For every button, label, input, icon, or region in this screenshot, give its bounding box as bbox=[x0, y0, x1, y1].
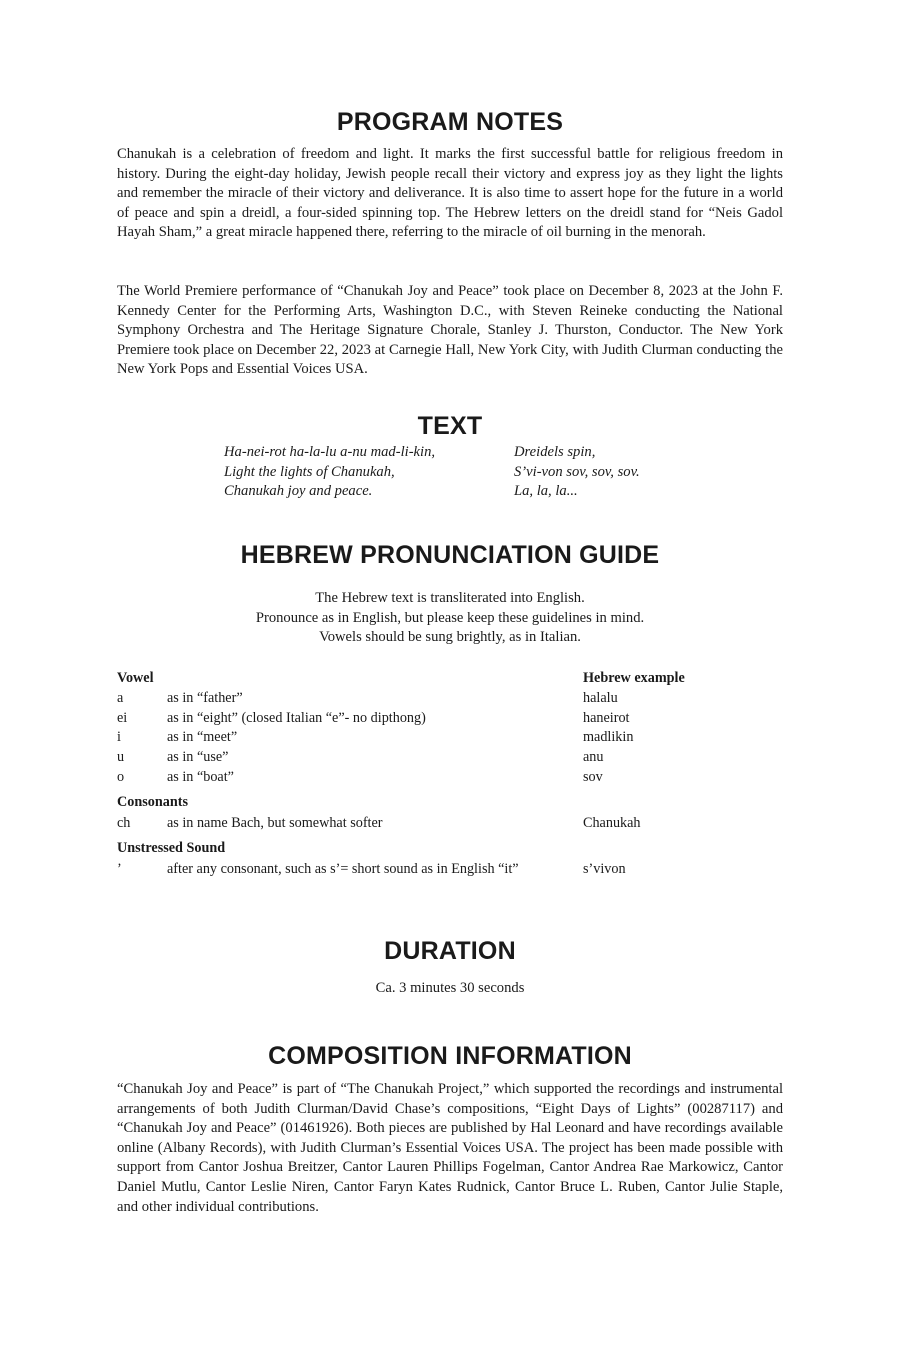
unstressed-symbol: ’ bbox=[117, 860, 122, 877]
pronunciation-table bbox=[117, 669, 783, 879]
vowel-example: haneirot bbox=[583, 709, 630, 726]
pronunciation-heading: HEBREW PRONUNCIATION GUIDE bbox=[240, 541, 660, 569]
pronunciation-table-header bbox=[117, 669, 783, 689]
example-column-header: Hebrew example bbox=[583, 670, 685, 686]
vowel-example: anu bbox=[583, 749, 604, 766]
duration-heading: DURATION bbox=[384, 937, 516, 965]
vowel-symbol: o bbox=[117, 768, 125, 785]
vowel-column-header: Vowel bbox=[117, 670, 154, 686]
lyric-line: Ha-nei-rot ha-la-lu a-nu mad-li-kin, bbox=[224, 444, 436, 460]
vowel-symbol: ei bbox=[117, 709, 128, 726]
lyric-line: Chanukah joy and peace. bbox=[224, 483, 373, 500]
lyrics-right-column bbox=[514, 443, 640, 502]
vowel-example: madlikin bbox=[583, 729, 634, 746]
table-row bbox=[117, 814, 783, 834]
vowel-description: as in “eight” (closed Italian “e”- no dipthong) bbox=[167, 709, 426, 726]
lyric-line: S’vi-von sov, sov, sov. bbox=[514, 463, 640, 480]
vowel-example: sov bbox=[583, 768, 603, 785]
program-notes-paragraph-2: The World Premiere performance of “Chanukah Joy and Peace” took place on December 8, 2023 at the John F. Kennedy Center for the Performing Arts, Washington D.C., with Steven Reineke conducting the National Symphony Orchestra and The Heritage Signature Chorale, Stanley J. Thurston, Conductor. The New York Premiere took place on December 22, 2023 at Carnegie Hall, New York City, with Judith Clurman conducting the New York Pops and Essential Voices USA. bbox=[117, 283, 783, 378]
composition-heading: COMPOSITION INFORMATION bbox=[268, 1042, 632, 1070]
lyric-line: Light the lights of Chanukah, bbox=[224, 463, 395, 480]
vowel-symbol: a bbox=[117, 689, 124, 706]
unstressed-example: s’vivon bbox=[583, 860, 626, 877]
duration-text bbox=[0, 979, 900, 999]
duration-value: Ca. 3 minutes 30 seconds bbox=[375, 980, 525, 996]
vowel-symbol: i bbox=[117, 729, 121, 746]
table-row bbox=[117, 728, 783, 748]
intro-line: Pronounce as in English, but please keep these guidelines in mind. bbox=[255, 609, 645, 626]
unstressed-description: after any consonant, such as s’= short sound as in English “it” bbox=[167, 860, 519, 877]
program-notes-heading: PROGRAM NOTES bbox=[336, 108, 564, 136]
vowel-symbol: u bbox=[117, 749, 125, 766]
unstressed-heading: Unstressed Sound bbox=[117, 839, 226, 856]
consonant-example: Chanukah bbox=[583, 814, 641, 831]
table-row bbox=[117, 689, 783, 709]
vowel-description: as in “use” bbox=[167, 749, 229, 766]
table-row bbox=[117, 748, 783, 768]
vowel-description: as in “father” bbox=[167, 689, 243, 706]
vowel-example: halalu bbox=[583, 689, 618, 706]
table-row bbox=[117, 768, 783, 788]
consonant-description: as in name Bach, but somewhat softer bbox=[167, 814, 383, 831]
consonant-symbol: ch bbox=[117, 814, 131, 831]
pronunciation-intro bbox=[0, 589, 900, 648]
vowel-description: as in “meet” bbox=[167, 729, 238, 746]
table-row bbox=[117, 709, 783, 729]
lyrics-left-column bbox=[224, 443, 435, 502]
text-heading: TEXT bbox=[417, 412, 483, 440]
consonants-heading: Consonants bbox=[117, 793, 188, 810]
program-notes-paragraph-1: Chanukah is a celebration of freedom and light. It marks the first successful battle for religious freedom in history. During the eight-day holiday, Jewish people recall their victory and express joy as they light the lights and remember the miracle of their victory and deliverance. It is also time to assert hope for the future in a world of peace and spin a dreidl, a four-sided spinning top. The Hebrew letters on the dreidl stand for “Neis Gadol Hayah Sham,” a great miracle happened there, referring to the miracle of oil burning in the menorah. bbox=[117, 146, 783, 241]
table-row bbox=[117, 860, 783, 880]
lyric-line: La, la, la... bbox=[514, 483, 578, 500]
lyric-line: Dreidels spin, bbox=[514, 444, 596, 460]
vowel-description: as in “boat” bbox=[167, 768, 234, 785]
composition-paragraph: “Chanukah Joy and Peace” is part of “The Chanukah Project,” which supported the recordings and instrumental arrangements of both Judith Clurman/David Chase’s compositions, “Eight Days of Lights” (00287117) and “Chanukah Joy and Peace” (01461926). Both pieces are published by Hal Leonard and have recordings available online (Albany Records), with Judith Clurman’s Essential Voices USA. The project has been made possible with support from Cantor Joshua Breitzer, Cantor Lauren Phillips Fogelman, Cantor Andrea Rae Markowicz, Cantor Daniel Mutlu, Cantor Leslie Niren, Cantor Faryn Kates Rudnick, Cantor Bruce L. Ruben, Cantor Julie Staple, and other individual contributions. bbox=[117, 1081, 783, 1215]
intro-line: Vowels should be sung brightly, as in Italian. bbox=[319, 629, 581, 645]
intro-line: The Hebrew text is transliterated into English. bbox=[315, 590, 585, 606]
